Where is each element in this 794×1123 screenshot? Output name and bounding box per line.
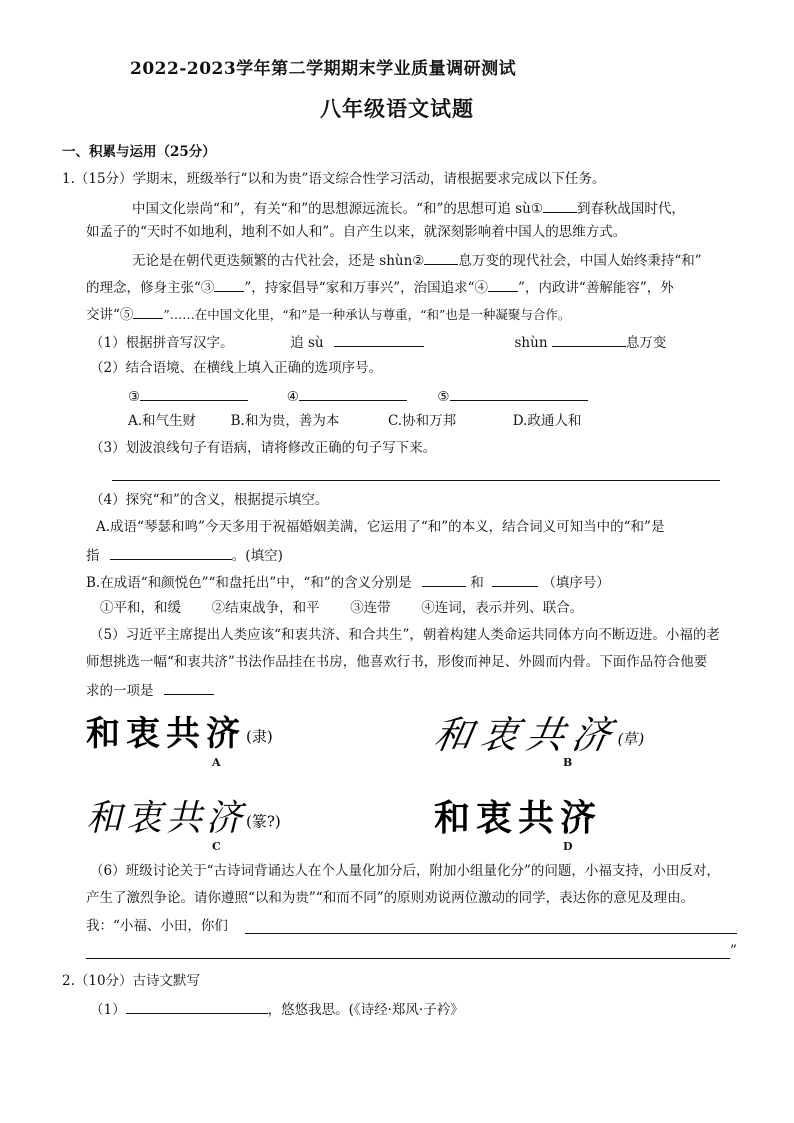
passage-text: B.在成语“和颜悦色”“和盘托出”中，“和”的含义分别是 — [86, 575, 412, 591]
q2-sub-question-1 — [90, 999, 464, 1019]
option-list — [128, 412, 581, 430]
option-label-c: C — [212, 840, 221, 853]
pinyin-suffix: 息万变 — [625, 335, 667, 351]
passage-text: 息万变的现代社会，中国人始终秉持“和” — [458, 253, 702, 269]
section-heading: 一、积累与运用（25分） — [62, 144, 216, 160]
option-item: D.政通人和 — [512, 413, 582, 429]
answer-blank[interactable] — [110, 545, 232, 560]
calligraphy-text: 和衷共济 — [434, 797, 603, 839]
question-1-intro: 1.（15分）学期末，班级举行“以和为贵”语文综合性学习活动，请根据要求完成以下任务。 — [62, 171, 606, 187]
sub-question-5-line-1: （5）习近平主席提出人类应该“和衷共济、和合共生”，朝着构建人类命运共同体方向不断迈进。小福的老 — [90, 627, 720, 643]
passage-text: 。(填空) — [231, 548, 283, 564]
closing-quote: ” — [730, 943, 737, 959]
calligraphy-text: 和衷共济 — [86, 714, 246, 754]
sub-question-6-line-3: 我：“小福、小田，你们 — [86, 918, 228, 934]
answer-blank[interactable] — [488, 277, 518, 292]
pinyin-label: 追 sù — [290, 335, 324, 351]
option-item: ①平和，和缓 — [100, 600, 181, 616]
calligraphy-option-a[interactable] — [86, 706, 273, 755]
question-2-intro: 2.（10分）古诗文默写 — [62, 973, 201, 989]
answer-blank[interactable] — [334, 332, 424, 347]
passage-text: 求的一项是 — [86, 683, 154, 699]
calligraphy-note: (隶) — [246, 727, 273, 746]
meaning-options — [100, 599, 583, 617]
passage-line-3 — [132, 250, 702, 270]
passage-line-5 — [86, 304, 570, 324]
sub-question-label: （1）根据拼音写汉字。 — [90, 335, 234, 351]
calligraphy-text: 和衷共济 — [86, 798, 247, 839]
sub-question-4: （4）探究“和”的含义，根据提示填空。 — [90, 492, 329, 508]
answer-blank[interactable] — [140, 386, 248, 401]
sub-question-2-blanks — [128, 386, 588, 406]
answer-blank[interactable] — [299, 386, 407, 401]
answer-line[interactable] — [112, 480, 720, 481]
passage-text: 指 — [86, 548, 100, 564]
sub-question-3: （3）划波浪线句子有语病，请将修改正确的句子写下来。 — [90, 440, 437, 456]
sub-question-6-line-1: （6）班级讨论关于“古诗词背诵达人在个人量化加分后，附加小组量化分”的问题，小福支持，小田反对， — [90, 863, 720, 879]
answer-blank[interactable] — [126, 999, 268, 1014]
passage-text: 和 — [470, 575, 484, 591]
option-label-a: A — [212, 756, 221, 769]
option-item: C.协和万邦 — [387, 413, 457, 429]
passage-text: （填序号） — [542, 575, 610, 591]
sub-question-4a-line-2 — [86, 545, 283, 565]
option-item: ②结束战争，和平 — [211, 600, 320, 616]
answer-line[interactable] — [86, 958, 730, 959]
passage-text: ，悠悠我思。(《诗经·郑风·子衿》 — [267, 1002, 464, 1018]
answer-line[interactable] — [245, 933, 737, 934]
passage-text: 无论是在朝代更迭频繁的古代社会，还是 shùn② — [132, 253, 425, 269]
answer-blank[interactable] — [164, 680, 214, 695]
option-label-b: B — [563, 756, 573, 769]
passage-text: ”，内政讲“善解能容”，外 — [518, 280, 674, 296]
calligraphy-option-b[interactable] — [430, 704, 650, 759]
option-item: ③连带 — [350, 600, 391, 616]
option-label-d: D — [563, 840, 573, 853]
passage-line-4 — [86, 277, 674, 297]
option-item: A.和气生财 — [128, 413, 197, 429]
passage-text: ”，持家倡导“家和万事兴”，治国追求“④ — [244, 280, 489, 296]
exam-subtitle: 八年级语文试题 — [320, 96, 474, 121]
passage-text: 交讲“⑤ — [86, 307, 134, 323]
passage-text: 的理念，修身主张“③ — [86, 280, 215, 296]
answer-blank[interactable] — [422, 572, 466, 587]
sub-question-4b — [86, 572, 610, 592]
sub-question-5-line-2: 师想挑选一幅“和衷共济”书法作品挂在书房，他喜欢行书，形俊而神足、外圆而内骨。下面作品符合他要 — [86, 654, 708, 670]
sub-question-4a-line-1: A.成语“琴瑟和鸣”今天多用于祝福婚姻美满，它运用了“和”的本义，结合词义可知当中的“和”是 — [96, 519, 665, 535]
blank-marker: ③ — [128, 389, 141, 405]
answer-blank[interactable] — [492, 572, 538, 587]
answer-blank[interactable] — [424, 250, 458, 265]
sub-question-1 — [90, 332, 666, 352]
passage-line-2: 如孟子的“天时不如地利，地利不如人和”。自产生以来，就深刻影响着中国人的思维方式。 — [86, 224, 627, 240]
answer-blank[interactable] — [450, 386, 588, 401]
pinyin-label: shùn — [514, 335, 548, 351]
answer-blank[interactable] — [214, 277, 244, 292]
calligraphy-note: (草) — [616, 730, 646, 748]
sub-question-6-line-2: 产生了激烈争论。请你遵照“以和为贵”“和而不同”的原则劝说两位激动的同学，表达你的意见及理由。 — [86, 890, 695, 906]
passage-line-1 — [132, 198, 685, 218]
sub-question-2: （2）结合语境、在横线上填入正确的选项序号。 — [90, 360, 383, 376]
answer-blank[interactable] — [133, 304, 163, 319]
answer-blank[interactable] — [552, 332, 626, 347]
passage-text: ”……在中国文化里，“和”是一种承认与尊重，“和”也是一种凝聚与合作。 — [163, 307, 571, 322]
passage-text: 中国文化崇尚“和”，有关“和”的思想源远流长。“和”的思想可追 sù① — [132, 201, 543, 217]
option-item: B.和为贵，善为本 — [230, 413, 340, 429]
calligraphy-text: 和衷共济 — [430, 713, 623, 757]
option-item: ④连词，表示并列、联合。 — [421, 600, 584, 616]
sub-question-label: （1） — [90, 1002, 126, 1018]
answer-blank[interactable] — [543, 198, 577, 213]
sub-question-5-line-3 — [86, 680, 214, 700]
exam-title: 2022-2023学年第二学期期末学业质量调研测试 — [130, 59, 517, 79]
blank-marker: ④ — [286, 389, 299, 405]
blank-marker: ⑤ — [437, 389, 450, 405]
calligraphy-option-c[interactable] — [86, 790, 281, 841]
calligraphy-note: (篆?) — [246, 812, 281, 831]
passage-text: 到春秋战国时代， — [576, 201, 685, 217]
calligraphy-option-d[interactable] — [434, 790, 602, 841]
